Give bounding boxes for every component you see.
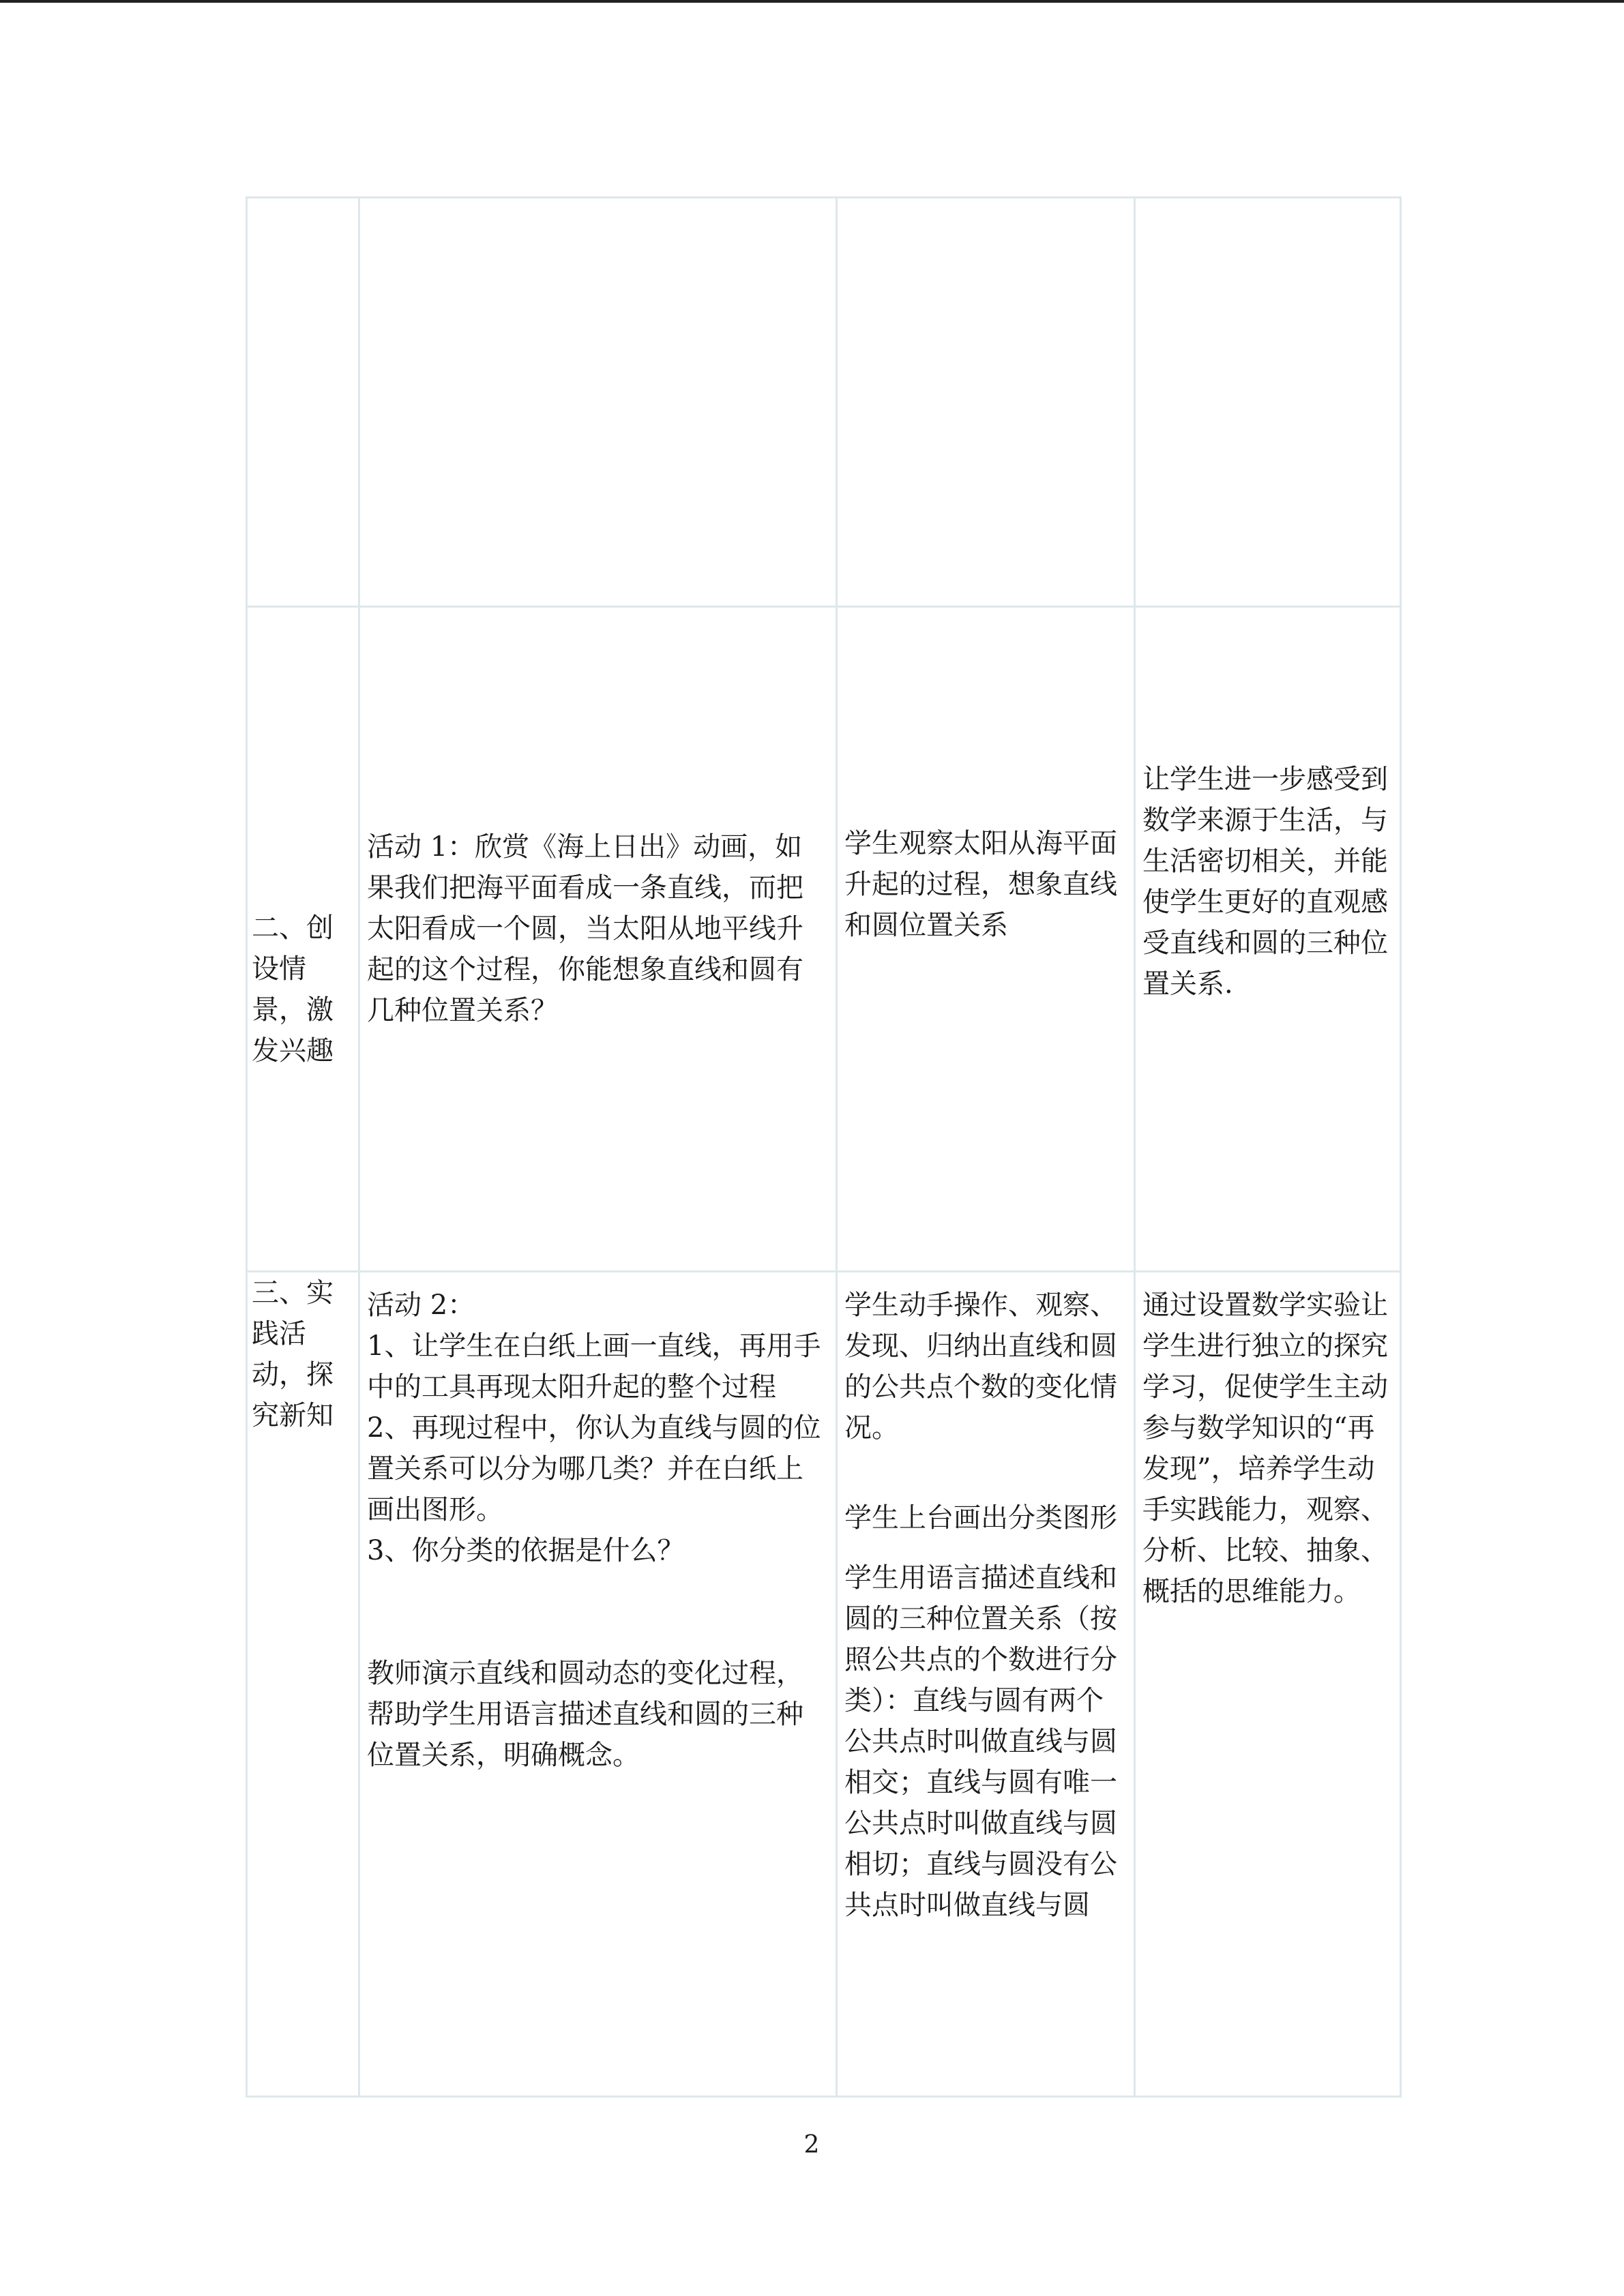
student-activity-text: 学生观察太阳从海平面升起的过程，想象直线和圆位置关系 [844, 828, 1117, 941]
student-activity-cell [837, 1272, 1135, 2097]
table-row [247, 1272, 1401, 2097]
design-intent-text: 通过设置数学实验让学生进行独立的探究学习，促使学生主动参与数学知识的“再发现”，培养学生动手实践能力，观察、分析、比较、抽象、概括的思维能力。 [1142, 1289, 1388, 1607]
activity-line: 活动 2： [367, 1289, 475, 1321]
design-intent-cell [1135, 1272, 1401, 2097]
stage-cell [247, 198, 359, 607]
design-intent-text: 让学生进一步感受到数学来源于生活，与生活密切相关，并能使学生更好的直观感受直线和圆的三种位置关系. [1142, 764, 1388, 1000]
teacher-activity-text: 活动 1：欣赏《海上日出》动画，如果我们把海平面看成一条直线，而把太阳看成一个圆，当太阳从地平线升起的这个过程，你能想象直线和圆有几种位置关系？ [367, 831, 803, 1026]
teacher-activity-cell [359, 607, 837, 1272]
activity-line: 2、再现过程中，你认为直线与圆的位置关系可以分为哪几类？并在白纸上画出图形。 [367, 1412, 821, 1525]
table-row [247, 198, 1401, 607]
student-activity-cell [837, 198, 1135, 607]
lesson-plan-table [246, 196, 1402, 2098]
page-top-border [0, 0, 1624, 3]
student-activity-cell [837, 607, 1135, 1272]
stage-label: 二、创设情景，激发兴趣 [252, 912, 334, 1067]
design-intent-cell [1135, 198, 1401, 607]
stage-cell [247, 607, 359, 1272]
page-number: 2 [803, 2131, 820, 2159]
teacher-demo-text: 教师演示直线和圆动态的变化过程，帮助学生用语言描述直线和圆的三种位置关系，明确概念。 [367, 1658, 803, 1771]
teacher-activity-cell [359, 1272, 837, 2097]
student-activity-text: 学生动手操作、观察、发现、归纳出直线和圆的公共点个数的变化情况。 [844, 1289, 1117, 1444]
activity-line: 3、你分类的依据是什么？ [367, 1535, 685, 1566]
teacher-activity-cell [359, 198, 837, 607]
stage-cell [247, 1272, 359, 2097]
student-activity-text: 学生上台画出分类图形 [844, 1502, 1117, 1534]
table-row [247, 607, 1401, 1272]
student-activity-text: 学生用语言描述直线和圆的三种位置关系（按照公共点的个数进行分类）：直线与圆有两个公共点时叫做直线与圆相交；直线与圆有唯一公共点时叫做直线与圆相切；直线与圆没有公共点时叫做直线与圆 [844, 1562, 1117, 1921]
design-intent-cell [1135, 607, 1401, 1272]
stage-label: 三、实践活动，探究新知 [252, 1277, 334, 1431]
activity-line: 1、让学生在白纸上画一直线，再用手中的工具再现太阳升起的整个过程 [367, 1330, 821, 1403]
